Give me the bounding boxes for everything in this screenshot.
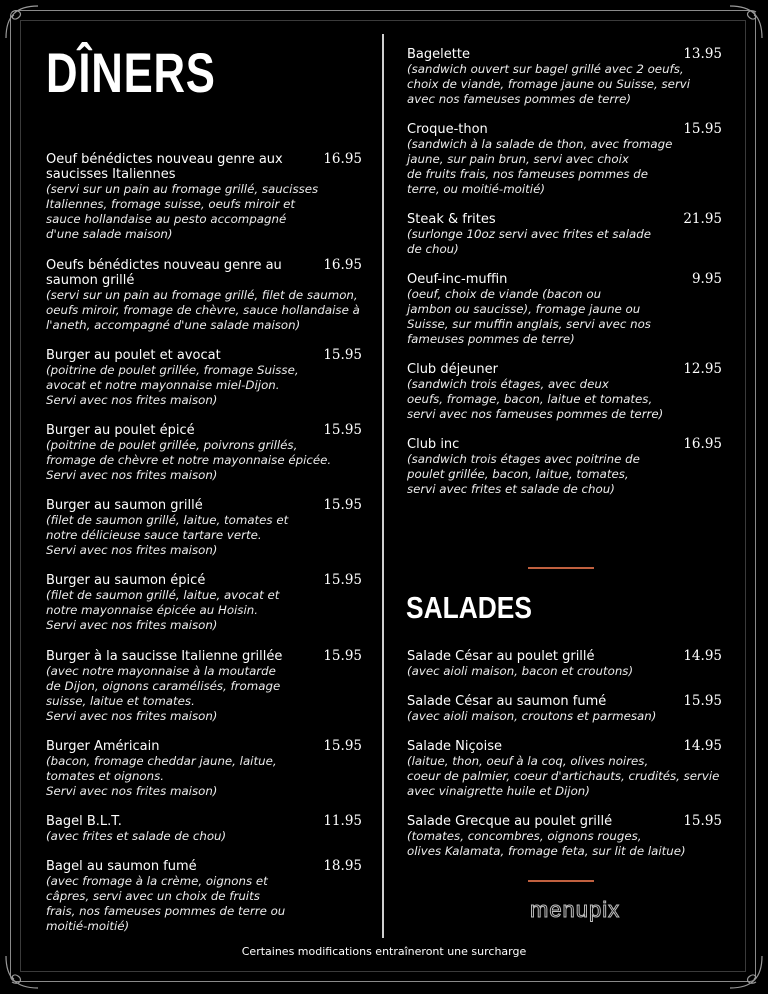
menu-item-description: (avec aioli maison, bacon et croutons) bbox=[407, 664, 634, 678]
menu-item-description: (sandwich trois étages avec poitrine de poulet grillée, bacon, laitue, tomates, servi avec frites et salade de chou) bbox=[407, 452, 640, 496]
menu-item bbox=[407, 437, 722, 497]
menu-item-name: Burger au saumon épicé bbox=[46, 573, 206, 588]
menu-item-description: (avec fromage à la crème, oignons et câpres, servi avec un choix de fruits frais, nos fameuses pommes de terre ou moitié-moitié) bbox=[46, 874, 286, 933]
menu-item-price: 12.95 bbox=[683, 361, 722, 377]
menu-item-price: 21.95 bbox=[683, 211, 722, 227]
menu-item-name: Burger au poulet et avocat bbox=[46, 348, 221, 363]
menu-item-header bbox=[46, 258, 362, 288]
menu-item bbox=[46, 423, 362, 483]
menu-item-price: 15.95 bbox=[323, 648, 362, 664]
menu-item-price: 18.95 bbox=[323, 858, 362, 874]
menu-item-name: Oeufs bénédictes nouveau genre au saumon grillé bbox=[46, 258, 282, 288]
footer-note: Certaines modifications entraîneront une surcharge bbox=[241, 945, 527, 958]
menu-item bbox=[407, 739, 722, 799]
menu-item-name: Burger au saumon grillé bbox=[46, 498, 203, 513]
menu-item bbox=[407, 814, 722, 859]
menu-item-description: (tomates, concombres, oignons rouges, olives Kalamata, fromage feta, sur lit de laitue) bbox=[407, 829, 686, 858]
menu-item bbox=[407, 649, 722, 679]
menu-item-description: (filet de saumon grillé, laitue, tomates et notre délicieuse sauce tartare verte. Servi avec nos frites maison) bbox=[46, 513, 289, 557]
menu-item-description: (sandwich ouvert sur bagel grillé avec 2 oeufs, choix de viande, fromage jaune ou Suisse, servi avec nos fameuses pommes de terre) bbox=[407, 62, 691, 106]
menu-item-price: 16.95 bbox=[323, 151, 362, 167]
menu-item-header bbox=[407, 814, 722, 829]
ornament-corner-icon bbox=[726, 952, 766, 992]
menu-item-name: Club déjeuner bbox=[407, 362, 498, 377]
section-accent-line bbox=[528, 880, 594, 882]
menu-item-header bbox=[46, 739, 362, 754]
menu-item-name: Bagelette bbox=[407, 47, 470, 62]
menu-item-description: (sandwich trois étages, avec deux oeufs, fromage, bacon, laitue et tomates, servi avec nos fameuses pommes de terre) bbox=[407, 377, 664, 421]
menu-item-header bbox=[407, 212, 722, 227]
menu-item bbox=[46, 498, 362, 558]
menu-item-header bbox=[46, 348, 362, 363]
ornament-corner-icon bbox=[726, 2, 766, 42]
menu-item-price: 15.95 bbox=[683, 693, 722, 709]
menu-item-header bbox=[407, 47, 722, 62]
menu-item-name: Steak & frites bbox=[407, 212, 496, 227]
section-title-salades: SALADES bbox=[406, 590, 532, 625]
menu-item bbox=[407, 362, 722, 422]
menu-item-name: Bagel au saumon fumé bbox=[46, 859, 197, 874]
menu-item-name: Club inc bbox=[407, 437, 460, 452]
menu-item bbox=[46, 814, 362, 844]
menu-item-price: 14.95 bbox=[683, 648, 722, 664]
menu-item-header bbox=[407, 739, 722, 754]
menu-item bbox=[407, 47, 722, 107]
menu-item-header bbox=[46, 152, 362, 182]
column-divider bbox=[382, 34, 384, 938]
menu-item bbox=[407, 694, 722, 724]
section-accent-line bbox=[528, 567, 594, 569]
menu-item-name: Bagel B.L.T. bbox=[46, 814, 122, 829]
ornament-corner-icon bbox=[2, 952, 42, 992]
menu-item-description: (filet de saumon grillé, laitue, avocat et notre mayonnaise épicée au Hoisin. Servi avec nos frites maison) bbox=[46, 588, 280, 632]
menu-item-header bbox=[46, 859, 362, 874]
menu-item-description: (oeuf, choix de viande (bacon ou jambon ou saucisse), fromage jaune ou Suisse, sur muffin anglais, servi avec nos fameuses pommes de terre) bbox=[407, 287, 651, 346]
menu-item bbox=[407, 272, 722, 347]
menu-item bbox=[46, 573, 362, 633]
menu-item-description: (poitrine de poulet grillée, poivrons grillés, fromage de chèvre et notre mayonnaise épicée. Servi avec nos frites maison) bbox=[46, 438, 332, 482]
menu-item-name: Salade César au poulet grillé bbox=[407, 649, 595, 664]
menu-item-description: (servi sur un pain au fromage grillé, filet de saumon, oeufs miroir, fromage de chèvre, sauce hollandaise à l'aneth, accompagné d'une salade maison) bbox=[46, 288, 360, 332]
menu-item-description: (avec notre mayonnaise à la moutarde de Dijon, oignons caramélisés, fromage suisse, laitue et tomates. Servi avec nos frites maison) bbox=[46, 664, 281, 723]
menu-item-price: 16.95 bbox=[683, 436, 722, 452]
menu-item-name: Oeuf bénédictes nouveau genre aux saucisses Italiennes bbox=[46, 152, 283, 182]
menu-item-header bbox=[46, 423, 362, 438]
menu-item-price: 16.95 bbox=[323, 257, 362, 273]
menu-item-description: (laitue, thon, oeuf à la coq, olives noires, coeur de palmier, coeur d'artichauts, crudités, servie avec vinaigrette huile et Dijon) bbox=[407, 754, 720, 798]
menu-item-name: Burger à la saucisse Italienne grillée bbox=[46, 649, 283, 664]
menu-item-price: 9.95 bbox=[691, 271, 722, 287]
menu-item-price: 11.95 bbox=[323, 813, 362, 829]
menu-item bbox=[46, 258, 362, 333]
menu-item-description: (sandwich à la salade de thon, avec fromage jaune, sur pain brun, servi avec choix de fruits frais, nos fameuses pommes de terre, ou moitié-moitié) bbox=[407, 137, 673, 196]
menu-item-description: (avec frites et salade de chou) bbox=[46, 829, 227, 843]
menu-item-header bbox=[407, 122, 722, 137]
menu-item-header bbox=[46, 573, 362, 588]
menu-item bbox=[46, 152, 362, 242]
ornament-corner-icon bbox=[2, 2, 42, 42]
menu-item-name: Salade César au saumon fumé bbox=[407, 694, 607, 709]
menu-item-description: (surlonge 10oz servi avec frites et salade de chou) bbox=[407, 227, 652, 256]
section-title-diners: DÎNERS bbox=[46, 41, 216, 104]
menu-item-name: Croque-thon bbox=[407, 122, 488, 137]
menu-item-header bbox=[46, 498, 362, 513]
menu-item-header bbox=[46, 649, 362, 664]
menu-item bbox=[407, 122, 722, 197]
menupix-watermark: menupix bbox=[530, 897, 621, 922]
menu-item-price: 15.95 bbox=[323, 347, 362, 363]
menu-item-header bbox=[407, 362, 722, 377]
menu-item-name: Oeuf-inc-muffin bbox=[407, 272, 508, 287]
menu-item bbox=[46, 348, 362, 408]
menu-item-description: (avec aioli maison, croutons et parmesan) bbox=[407, 709, 657, 723]
menu-item-price: 15.95 bbox=[683, 121, 722, 137]
menu-item-price: 15.95 bbox=[323, 497, 362, 513]
menu-item-price: 15.95 bbox=[323, 572, 362, 588]
menu-item-header bbox=[407, 272, 722, 287]
menu-item-price: 13.95 bbox=[683, 46, 722, 62]
menu-item-header bbox=[407, 694, 722, 709]
menu-item-price: 15.95 bbox=[683, 813, 722, 829]
menu-item-name: Salade Grecque au poulet grillé bbox=[407, 814, 613, 829]
menu-item-name: Burger au poulet épicé bbox=[46, 423, 195, 438]
menu-item-description: (bacon, fromage cheddar jaune, laitue, tomates et oignons. Servi avec nos frites maison) bbox=[46, 754, 277, 798]
menu-item bbox=[46, 739, 362, 799]
menu-item-description: (poitrine de poulet grillée, fromage Suisse, avocat et notre mayonnaise miel-Dijon. Servi avec nos frites maison) bbox=[46, 363, 299, 407]
menu-item bbox=[46, 859, 362, 934]
menu-item bbox=[46, 649, 362, 724]
menu-item-header bbox=[407, 437, 722, 452]
menu-item-price: 15.95 bbox=[323, 422, 362, 438]
menu-item bbox=[407, 212, 722, 257]
menu-item-price: 14.95 bbox=[683, 738, 722, 754]
menu-item-name: Burger Américain bbox=[46, 739, 160, 754]
menu-item-header bbox=[407, 649, 722, 664]
menu-item-price: 15.95 bbox=[323, 738, 362, 754]
menu-item-description: (servi sur un pain au fromage grillé, saucisses Italiennes, fromage suisse, oeufs miroir et sauce hollandaise au pesto accompagné d'une salade maison) bbox=[46, 182, 319, 241]
menu-item-name: Salade Niçoise bbox=[407, 739, 502, 754]
menu-item-header bbox=[46, 814, 362, 829]
